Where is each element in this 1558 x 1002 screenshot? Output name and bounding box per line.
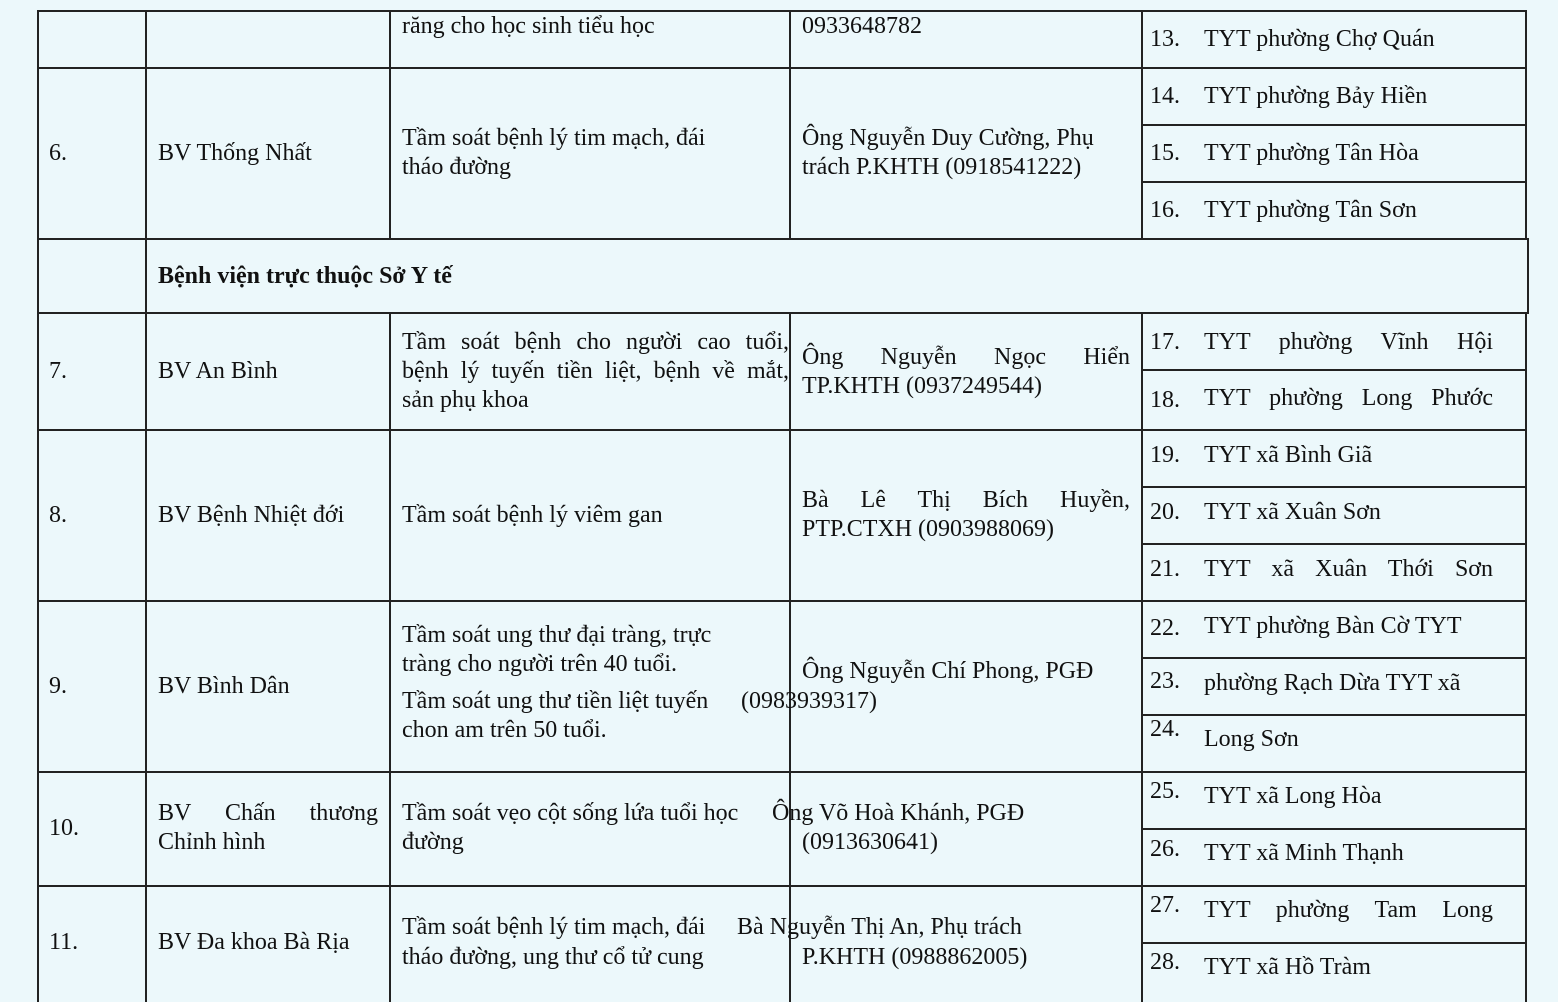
content-text: Tầm soát vẹo cột sống lứa tuổi học: [402, 800, 739, 826]
station-name: TYT phường Tân Sơn: [1204, 197, 1417, 223]
station-name: TYT phường Tân Hòa: [1204, 140, 1419, 166]
station-number: 19.: [1150, 442, 1180, 468]
table-border-right: [1527, 238, 1529, 313]
station-number: 28.: [1150, 949, 1180, 975]
station-number: 23.: [1150, 668, 1180, 694]
content-text: đường: [402, 829, 464, 855]
station-divider: [1141, 543, 1527, 545]
contact-text: 0933648782: [802, 13, 922, 39]
station-number: 21.: [1150, 556, 1180, 582]
content-text: sản phụ khoa: [402, 387, 529, 413]
col-divider-hospital: [389, 10, 391, 238]
station-divider: [1141, 124, 1527, 126]
table-border-left: [37, 10, 39, 1002]
row-divider: [37, 771, 1527, 773]
station-divider: [1141, 369, 1527, 371]
station-name: TYT phường Bảy Hiền: [1204, 83, 1428, 109]
contact-text: Bà Nguyễn Thị An, Phụ trách: [737, 914, 1022, 940]
row-stt: 7.: [49, 358, 67, 384]
row-stt: 10.: [49, 815, 79, 841]
contact-text: Ông Nguyễn Ngọc Hiển: [802, 344, 1130, 370]
hospital-name: BV Bình Dân: [158, 673, 290, 699]
station-number: 14.: [1150, 83, 1180, 109]
col-divider-content: [789, 10, 791, 238]
content-text: bệnh lý tuyến tiền liệt, bệnh về mắt,: [402, 358, 789, 384]
col-divider-content: [789, 313, 791, 1002]
station-number: 18.: [1150, 387, 1180, 413]
contact-text: Ông Võ Hoà Khánh, PGĐ: [772, 800, 1025, 826]
station-name: TYT xã Xuân Sơn: [1204, 499, 1381, 525]
row-stt: 9.: [49, 673, 67, 699]
hospital-name: BV Chấn thương: [158, 800, 378, 826]
station-number: 20.: [1150, 499, 1180, 525]
station-number: 22.: [1150, 615, 1180, 641]
content-text: chon am trên 50 tuổi.: [402, 717, 607, 743]
station-name: TYT xã Long Hòa: [1204, 783, 1382, 809]
contact-text: Ông Nguyễn Duy Cường, Phụ: [802, 125, 1094, 151]
row-divider: [37, 312, 1529, 314]
station-number: 27.: [1150, 892, 1180, 918]
contact-text: PTP.CTXH (0903988069): [802, 516, 1055, 542]
row-divider: [37, 67, 1527, 69]
station-number: 17.: [1150, 329, 1180, 355]
contact-text: (0983939317): [741, 688, 877, 714]
station-divider: [1141, 657, 1527, 659]
station-name: TYT phường Bàn Cờ TYT: [1204, 613, 1462, 639]
station-number: 13.: [1150, 26, 1180, 52]
contact-text: trách P.KHTH (0918541222): [802, 154, 1082, 180]
station-name: TYT xã Hồ Tràm: [1204, 954, 1371, 980]
station-divider: [1141, 181, 1527, 183]
station-name: TYT phường Long Phước: [1204, 385, 1493, 411]
content-text: Tầm soát ung thư đại tràng, trực: [402, 622, 712, 648]
station-name: TYT phường Vĩnh Hội: [1204, 329, 1493, 355]
content-text: tháo đường, ung thư cổ tử cung: [402, 944, 704, 970]
table-border-top: [37, 10, 1527, 12]
station-name: TYT phường Tam Long: [1204, 897, 1493, 923]
station-name: TYT phường Chợ Quán: [1204, 26, 1435, 52]
station-divider: [1141, 942, 1527, 944]
station-divider: [1141, 828, 1527, 830]
content-text: răng cho học sinh tiểu học: [402, 13, 655, 39]
content-text: Tầm soát bệnh lý tim mạch, đái: [402, 125, 706, 151]
col-divider-hospital: [389, 313, 391, 1002]
station-number: 26.: [1150, 836, 1180, 862]
station-name: TYT xã Minh Thạnh: [1204, 840, 1404, 866]
content-text: Tầm soát bệnh lý viêm gan: [402, 502, 663, 528]
contact-text: Ông Nguyễn Chí Phong, PGĐ: [802, 658, 1094, 684]
station-number: 24.: [1150, 716, 1180, 742]
station-number: 16.: [1150, 197, 1180, 223]
content-text: Tầm soát bệnh cho người cao tuổi,: [402, 329, 789, 355]
contact-text: TP.KHTH (0937249544): [802, 373, 1042, 399]
content-text: tràng cho người trên 40 tuổi.: [402, 651, 677, 677]
row-divider: [37, 429, 1527, 431]
row-stt: 6.: [49, 140, 67, 166]
hospital-name: BV An Bình: [158, 358, 278, 384]
station-name: phường Rạch Dừa TYT xã: [1204, 670, 1461, 696]
row-stt: 11.: [49, 929, 79, 955]
hospital-name: BV Bệnh Nhiệt đới: [158, 502, 345, 528]
row-divider: [37, 600, 1527, 602]
contact-text: (0913630641): [802, 829, 938, 855]
content-text: tháo đường: [402, 154, 512, 180]
col-divider-stt: [145, 10, 147, 1002]
content-text: Tầm soát bệnh lý tim mạch, đái: [402, 914, 706, 940]
content-text: Tầm soát ung thư tiền liệt tuyến: [402, 688, 709, 714]
station-number: 25.: [1150, 778, 1180, 804]
contact-text: Bà Lê Thị Bích Huyền,: [802, 487, 1130, 513]
hospital-name: BV Đa khoa Bà Rịa: [158, 929, 350, 955]
row-divider: [37, 238, 1529, 240]
hospital-name: Chỉnh hình: [158, 829, 266, 855]
station-name: TYT xã Xuân Thới Sơn: [1204, 556, 1493, 582]
station-divider: [1141, 714, 1527, 716]
row-stt: 8.: [49, 502, 67, 528]
station-number: 15.: [1150, 140, 1180, 166]
station-name: Long Sơn: [1204, 726, 1299, 752]
station-divider: [1141, 486, 1527, 488]
station-name: TYT xã Bình Giã: [1204, 442, 1373, 468]
section-header: Bệnh viện trực thuộc Sở Y tế: [158, 263, 452, 289]
hospital-name: BV Thống Nhất: [158, 140, 312, 166]
row-divider: [37, 885, 1527, 887]
contact-text: P.KHTH (0988862005): [802, 944, 1028, 970]
